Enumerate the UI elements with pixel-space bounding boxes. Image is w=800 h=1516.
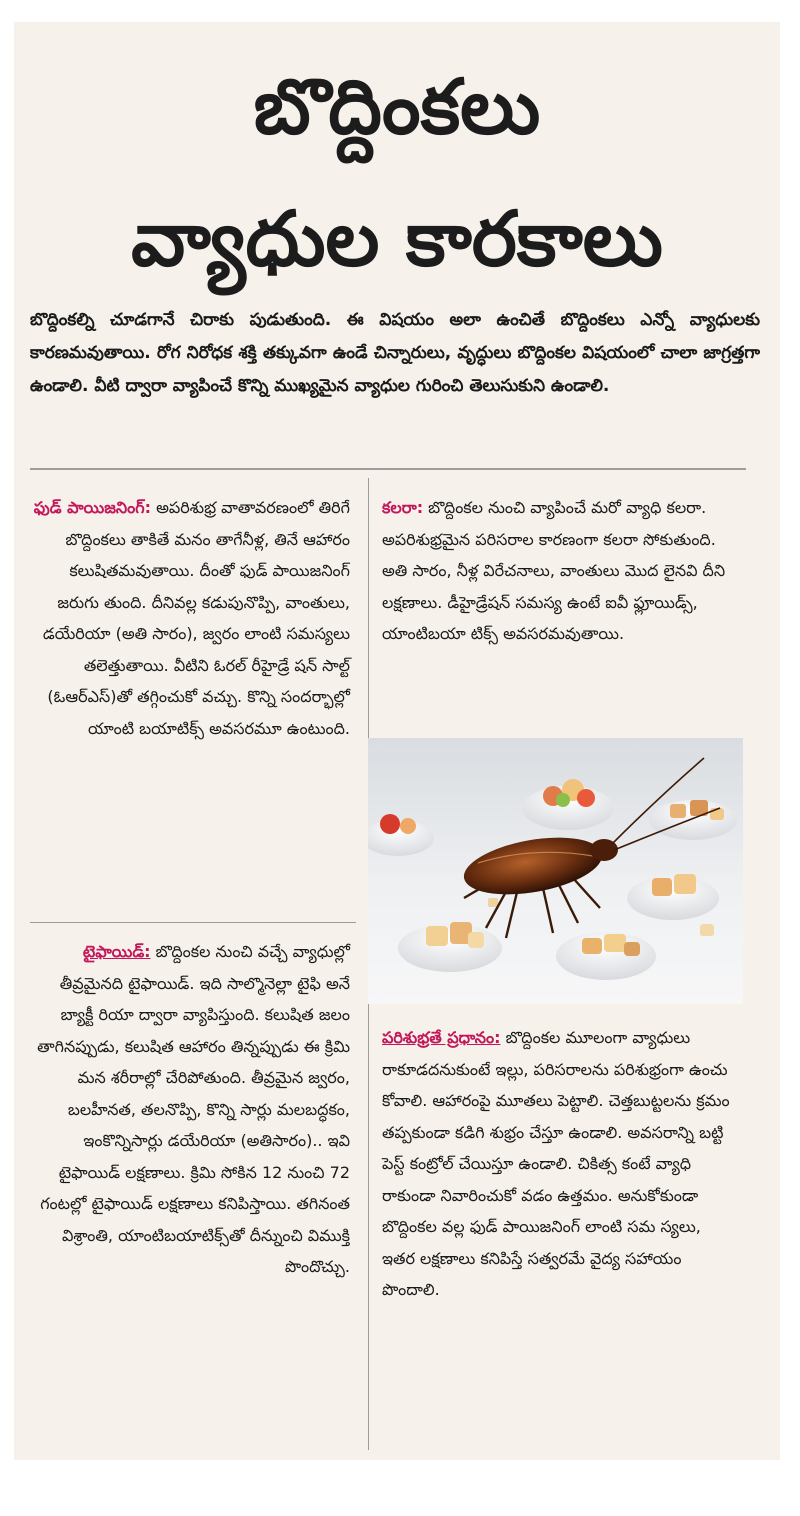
hygiene-heading: పరిశుభ్రతే ప్రధానం:: [382, 1028, 501, 1047]
section-divider: [30, 468, 746, 470]
newspaper-clipping: [14, 22, 780, 1460]
typhoid-body: బొద్దింకల నుంచి వచ్చే వ్యాధుల్లో తీవ్రమైనది టైఫాయిడ్. ఇది సాల్మొనెల్లా టైఫి అనే బ్యాక్టీ రియా ద్వారా వ్యాపిస్తుంది. కలుషిత జలం తాగినప్పుడు, కలుషిత ఆహారం తిన్నప్పుడు ఈ క్రిమి మన శరీరాల్లో చేరిపోతుంది. తీవ్రమైన జ్వరం, బలహీనత, తలనొప్పి, కొన్ని సార్లు మలబద్ధకం, ఇంకొన్నిసార్లు డయేరియా (అతిసారం).. ఇవి టైఫాయిడ్ లక్షణాలు. క్రిమి సోకిన 12 నుంచి 72 గంటల్లో టైఫాయిడ్ లక్షణాలు కనిపిస్తాయి. తగినంత విశ్రాంతి, యాంటిబయాటిక్స్‌తో దీన్నుంచి విముక్తి పొందొచ్చు.: [37, 942, 350, 1276]
food-poisoning-section: [30, 492, 350, 744]
headline-line-1: బొద్దింకలు: [253, 62, 541, 151]
typhoid-section: [30, 936, 350, 1283]
cholera-body: బొద్దింకల నుంచి వ్యాపించే మరో వ్యాధి కలరా. అపరిశుభ్రమైన పరిసరాల కారణంగా కలరా సోకుతుంది. అతి సారం, నీళ్ల విరేచనాలు, వాంతులు మొద లైనవి దీని లక్షణాలు. డీహైడ్రేషన్ సమస్య ఉంటే ఐవీ ఫ్లూయిడ్స్, యాంటిబయా టిక్స్ అవసరమవుతాయి.: [382, 498, 726, 643]
left-column-divider: [30, 922, 356, 923]
cockroach-photo: [368, 738, 743, 1004]
cholera-heading: కలరా:: [382, 498, 424, 517]
hygiene-section: [382, 1022, 738, 1306]
headline-line-2: వ్యాధుల కారకాలు: [131, 194, 663, 283]
food-poisoning-heading: ఫుడ్ పాయిజనింగ్:: [33, 498, 151, 517]
food-poisoning-body: అపరిశుభ్ర వాతావరణంలో తిరిగే బొద్దింకలు తాకితే మనం తాగేనీళ్ల, తినే ఆహారం కలుషితమవుతాయి. దీంతో ఫుడ్ పాయిజనింగ్ జరుగు తుంది. దీనివల్ల కడుపునొప్పి, వాంతులు, డయేరియా (అతి సారం), జ్వరం లాంటి సమస్యలు తలెత్తుతాయి. వీటిని ఓరల్ రీహైడ్రే షన్ సాల్ట్ (ఓఆర్ఎస్)తో తగ్గించుకో వచ్చు. కొన్ని సందర్భాల్లో యాంటి బయాటిక్స్ అవసరమూ ఉంటుంది.: [42, 498, 350, 738]
intro-paragraph: బొద్దింకల్ని చూడగానే చిరాకు పుడుతుంది. ఈ విషయం అలా ఉంచితే బొద్దింకలు ఎన్నో వ్యాధులకు కారణమవుతాయి. రోగ నిరోధక శక్తి తక్కువగా ఉండే చిన్నారులు, వృద్ధులు బొద్దింకల విషయంలో చాలా జాగ్రత్తగా ఉండాలి. వీటి ద్వారా వ్యాపించే కొన్ని ముఖ్యమైన వ్యాధుల గురించి తెలుసుకుని ఉండాలి.: [30, 310, 760, 396]
hygiene-body: బొద్దింకల మూలంగా వ్యాధులు రాకూడదనుకుంటే ఇల్లు, పరిసరాలను పరిశుభ్రంగా ఉంచు కోవాలి. ఆహారంపై మూతలు పెట్టాలి. చెత్తబుట్టలను క్రమం తప్పకుండా కడిగి శుభ్రం చేస్తూ ఉండాలి. అవసరాన్ని బట్టి పెస్ట్ కంట్రోల్ చేయిస్తూ ఉండాలి. చికిత్స కంటే వ్యాధి రాకుండా నివారించుకో వడం ఉత్తమం. అనుకోకుండా బొద్దింకల వల్ల ఫుడ్ పాయిజనింగ్ లాంటి సమ స్యలు, ఇతర లక్షణాలు కనిపిస్తే సత్వరమే వైద్య సహాయం పొందాలి.: [382, 1028, 730, 1299]
typhoid-heading: టైఫాయిడ్:: [82, 942, 151, 961]
cholera-section: [382, 492, 738, 650]
